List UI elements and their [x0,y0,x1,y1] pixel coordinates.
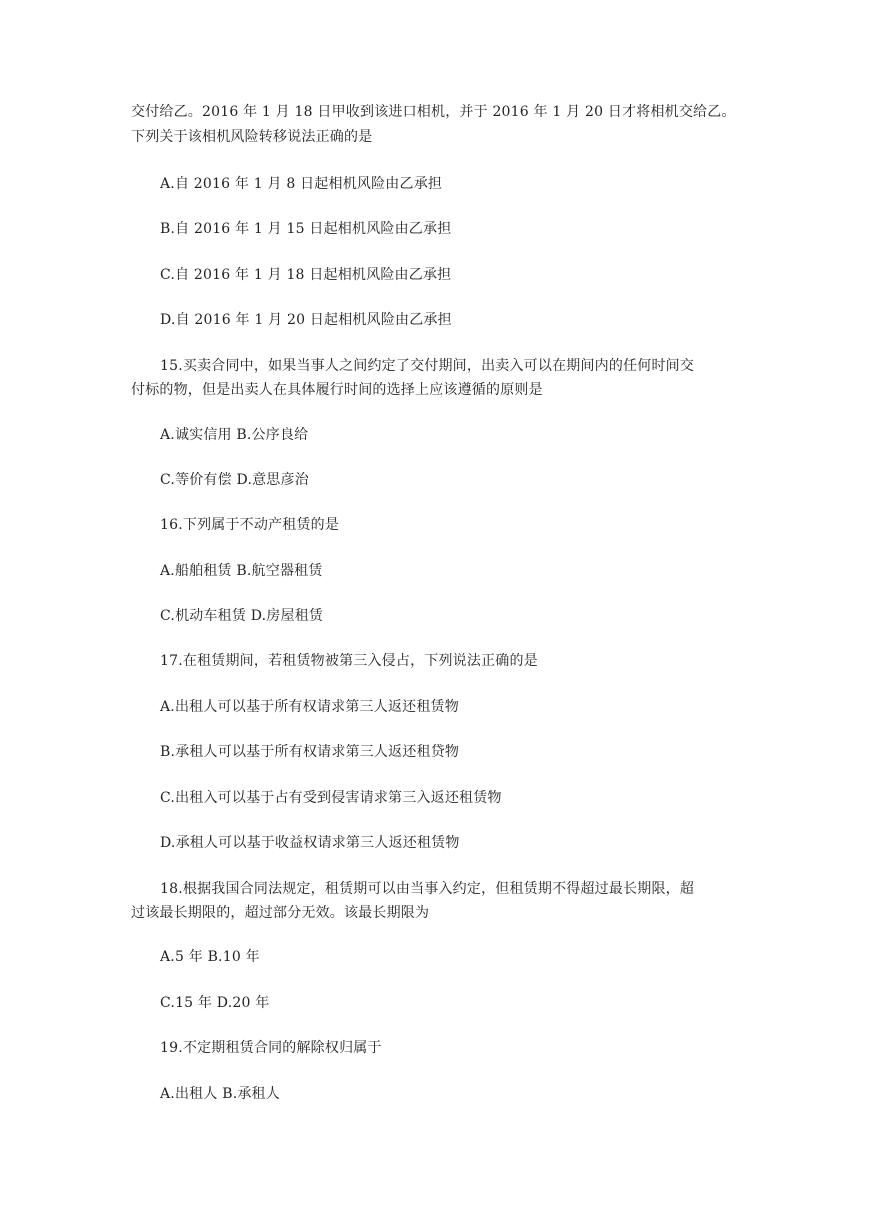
question-17-option-d: D.承租人可以基于收益权请求第三人返还租赁物 [160,835,460,851]
question-19-text: 19.不定期租赁合同的解除权归属于 [160,1040,382,1056]
question-14-option-b: B.自 2016 年 1 月 15 日起相机风险由乙承担 [160,221,452,237]
question-17-text: 17.在租赁期间，若租赁物被第三入侵占，下列说法正确的是 [160,653,538,669]
question-14-text-line-1: 交付给乙。2016 年 1 月 18 日甲收到该进口相机，并于 2016 年 1 月 20 日才将相机交给乙。 [131,104,736,120]
question-17-option-b: B.承租人可以基于所有权请求第三人返还租贷物 [160,744,460,760]
question-14-option-a: A.自 2016 年 1 月 8 日起相机风险由乙承担 [160,176,443,192]
question-17-option-c: C.出租入可以基于占有受到侵害请求第三入返还租赁物 [160,790,502,806]
question-15-options-cd: C.等价有偿 D.意思彦治 [160,472,309,488]
question-16-text: 16.下列属于不动产租赁的是 [160,517,340,533]
question-18-text-line-2: 过该最长期限的，超过部分无效。该最长期限为 [131,905,430,921]
question-17-option-a: A.出租人可以基于所有权请求第三人返还租赁物 [160,699,459,715]
question-15-text-line-2: 付标的物，但是出卖人在具体履行时间的选择上应该遵循的原则是 [131,382,543,398]
question-19-options-ab: A.出租人 B.承租人 [160,1086,280,1102]
question-18-options-cd: C.15 年 D.20 年 [160,995,270,1011]
question-16-options-ab: A.船舶租赁 B.航空器租赁 [160,563,323,579]
question-16-options-cd: C.机动车租赁 D.房屋租赁 [160,608,324,624]
question-15-options-ab: A.诚实信用 B.公序良给 [160,427,309,443]
question-14-text-line-2: 下列关于该相机风险转移说法正确的是 [131,129,373,145]
question-14-option-d: D.自 2016 年 1 月 20 日起相机风险由乙承担 [160,312,452,328]
question-18-options-ab: A.5 年 B.10 年 [160,949,260,965]
question-14-option-c: C.自 2016 年 1 月 18 日起相机风险由乙承担 [160,267,452,283]
question-15-text-line-1: 15.买卖合同中，如果当事人之间约定了交付期间，出卖入可以在期间内的任何时间交 [160,358,695,374]
question-18-text-line-1: 18.根据我国合同法规定，租赁期可以由当事入约定，但租赁期不得超过最长期限，超 [160,881,695,897]
